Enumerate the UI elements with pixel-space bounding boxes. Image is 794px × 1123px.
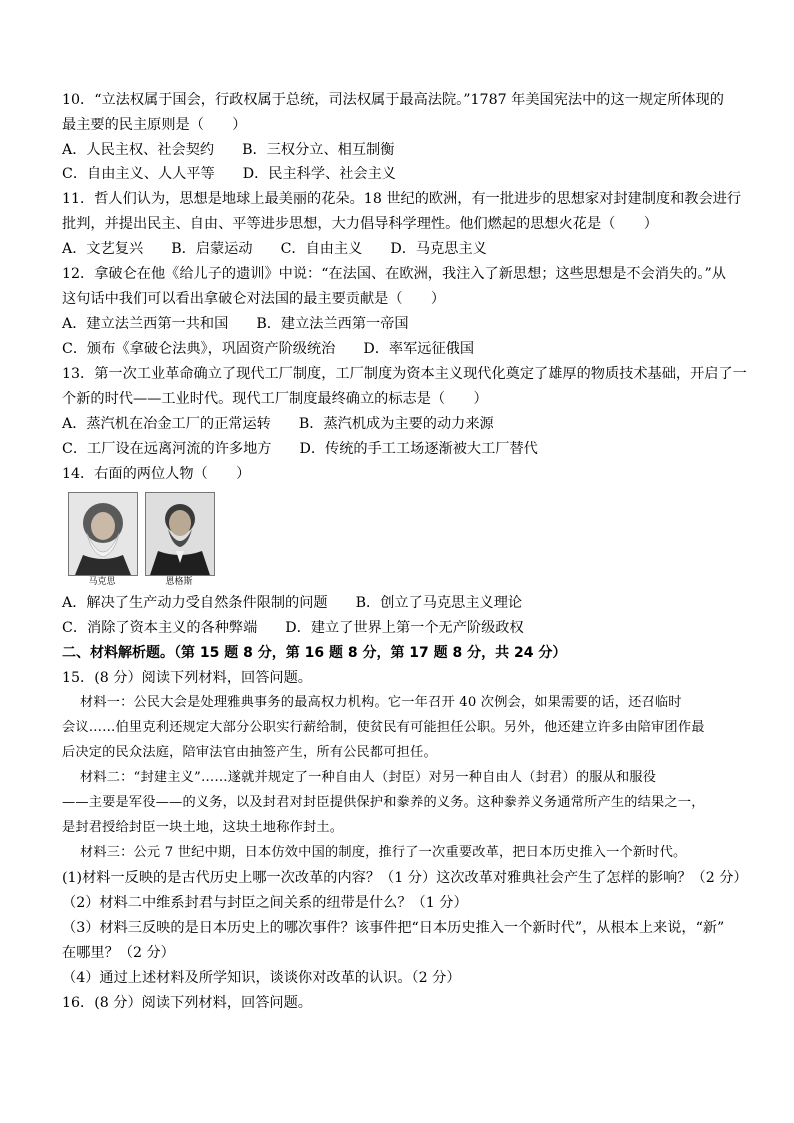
q11-option-d: D．马克思主义 [390,241,487,257]
section2-title: 二、材料解析题。（第 15 题 8 分，第 16 题 8 分，第 17 题 8 分，共 24 分） [62,645,567,661]
q13-options-cd [62,439,538,459]
q10-options-cd [62,164,396,184]
q10-options-ab [62,140,394,160]
q15-material2-line3: 是封君授给封臣一块土地，这块土地称作封土。 [62,820,344,835]
q10-option-c: C．自由主义、人人平等 [62,166,215,182]
engels-portrait [145,492,215,576]
q11-option-a: A．文艺复兴 [62,241,144,257]
q15-subquestion3-line2: 在哪里？（2 分） [62,945,175,961]
q12-options-cd [62,339,474,359]
q12-option-d: D．率军远征俄国 [363,341,475,357]
q15-material1-line1: 材料一：公民大会是处理雅典事务的最高权力机构。它一年召开 40 次例会，如果需要的话，还召临时 [80,695,682,710]
q13-option-c: C．工厂设在远离河流的许多地方 [62,441,272,457]
q13-option-a: A．蒸汽机在冶金工厂的正常运转 [62,416,271,432]
q15-material1-line3: 后决定的民众法庭，陪审法官由抽签产生，所有公民都可担任。 [62,745,437,760]
q12-stem-line1: 12．拿破仑在他《给儿子的遗训》中说：“在法国、在欧洲，我注入了新思想；这些思想是不会消失的。”从 [62,266,726,282]
q11-options [62,239,487,259]
q14-option-a: A．解决了生产动力受自然条件限制的问题 [62,595,328,611]
q15-material2-line1: 材料二：“封建主义”……遂就并规定了一种自由人（封臣）对另一种自由人（封君）的服从和服役 [80,770,657,785]
q14-options-cd [62,618,524,638]
q14-option-d: D．建立了世界上第一个无产阶级政权 [285,620,524,636]
q15-material2-line2: ——主要是军役——的义务，以及封君对封臣提供保护和豢养的义务。这种豢养义务通常所产生的结果之一， [62,795,705,810]
q10-option-b: B．三权分立、相互制衡 [242,142,395,158]
q15-subquestion3-line1: （3）材料三反映的是日本历史上的哪次事件？该事件把“日本历史推入一个新时代”，从根本上来说，“新” [62,920,725,936]
q15-subquestion4: （4）通过上述材料及所学知识，谈谈你对改革的认识。（2 分） [62,970,461,986]
q14-stem: 14．右面的两位人物（ ） [62,466,251,482]
q13-stem-line2: 个新的时代——工业时代。现代工厂制度最终确立的标志是（ ） [62,391,488,407]
q12-option-c: C．颁布《拿破仑法典》，巩固资产阶级统治 [62,341,336,357]
q13-options-ab [62,414,494,434]
marx-portrait [68,492,138,576]
q15-stem: 15．(8 分）阅读下列材料，回答问题。 [62,670,312,686]
q13-stem-line1: 13．第一次工业革命确立了现代工厂制度，工厂制度为资本主义现代化奠定了雄厚的物质技术基础，开启了一 [62,366,747,382]
q10-option-d: D．民主科学、社会主义 [242,166,396,182]
q14-options-ab [62,593,522,613]
q15-material1-line2: 会议……伯里克利还规定大部分公职实行薪给制，使贫民有可能担任公职。另外，他还建立许多由陪审团作最 [62,720,705,735]
q12-options-ab [62,314,409,334]
q10-stem-line1: 10．“立法权属于国会，行政权属于总统，司法权属于最高法院。”1787 年美国宪法中的这一规定所体现的 [62,92,724,108]
q10-option-a: A．人民主权、社会契约 [62,142,215,158]
engels-caption: 恩格斯 [165,577,193,587]
q14-option-b: B．创立了马克思主义理论 [355,595,523,611]
q11-option-b: B．启蒙运动 [171,241,253,257]
q13-option-d: D．传统的手工工场逐渐被大工厂替代 [299,441,538,457]
q11-stem-line1: 11．哲人们认为，思想是地球上最美丽的花朵。18 世纪的欧洲，有一批进步的思想家对封建制度和教会进行 [62,191,742,207]
q15-subquestion2: （2）材料二中维系封君与封臣之间关系的纽带是什么？（1 分） [62,895,468,911]
q15-subquestion1: (1)材料一反映的是古代历史上哪一次改革的内容？（1 分）这次改革对雅典社会产生了怎样的影响？（2 分） [62,870,748,886]
q11-stem-line2: 批判，并提出民主、自由、平等进步思想，大力倡导科学理性。他们燃起的思想火花是（ ） [62,216,658,232]
q12-stem-line2: 这句话中我们可以看出拿破仑对法国的最主要贡献是（ ） [62,291,446,307]
q14-option-c: C．消除了资本主义的各种弊端 [62,620,258,636]
q16-stem: 16．(8 分）阅读下列材料，回答问题。 [62,995,312,1011]
q12-option-a: A．建立法兰西第一共和国 [62,316,229,332]
q13-option-b: B．蒸汽机成为主要的动力来源 [298,416,494,432]
marx-caption: 马克思 [88,577,116,587]
q15-material3: 材料三：公元 7 世纪中期，日本仿效中国的制度，推行了一次重要改革，把日本历史推入一个新时代。 [80,845,687,860]
q11-option-c: C．自由主义 [280,241,363,257]
q12-option-b: B．建立法兰西第一帝国 [256,316,409,332]
q10-stem-line2: 最主要的民主原则是（ ） [62,117,247,133]
